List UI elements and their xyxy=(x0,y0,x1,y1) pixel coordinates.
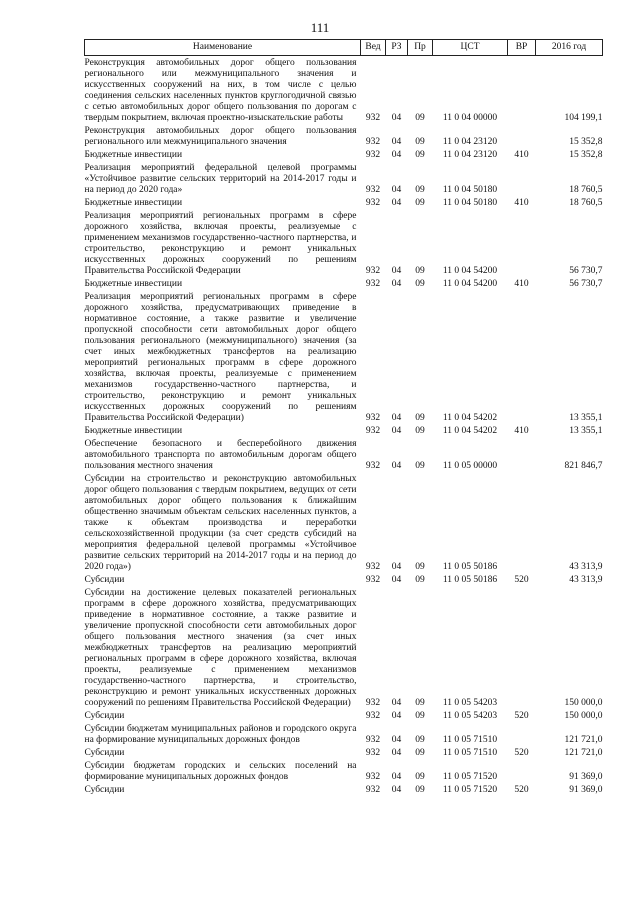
row-rz: 04 xyxy=(391,735,402,745)
table-row xyxy=(85,209,603,277)
row-rz: 04 xyxy=(391,413,402,423)
row-name: Реконструкция автомобильных дорог общего пользования регионального или межмуниципального значения xyxy=(84,126,357,147)
row-name: Бюджетные инвестиции xyxy=(84,150,183,160)
row-cst: 11 0 05 00000 xyxy=(442,461,498,471)
row-ved: 932 xyxy=(365,772,381,782)
table-row xyxy=(85,472,603,573)
row-pr: 09 xyxy=(415,426,425,436)
table-row xyxy=(85,56,603,125)
row-ved: 932 xyxy=(365,562,381,572)
row-ved: 932 xyxy=(365,279,381,289)
row-ved: 932 xyxy=(365,113,381,123)
row-name: Субсидии бюджетам городских и сельских поселений на формирование муниципальных дорожных фондов xyxy=(84,761,357,782)
row-cst: 11 0 04 00000 xyxy=(442,113,498,123)
table-row xyxy=(85,148,603,161)
row-vr xyxy=(508,124,536,148)
row-name: Субсидии xyxy=(84,785,125,795)
row-vr: 410 xyxy=(514,426,529,436)
row-pr: 09 xyxy=(415,113,425,123)
row-name: Реализация мероприятий региональных программ в сфере дорожного хозяйства, предусматривающих приведение в нормативное состояние, а также развитие и увеличение пропускной способности сети автомобильных дорог общего пользования регионального (межмуниципального) значения (за счет иных межбюджетных трансфертов на реализацию мероприятий региональных программ в сфере дорожного хозяйства, включая проекты, реализуемые с применением механизмов государственно-частного партнерства, и строительство, реконструкцию и ремонт уникальных искусственных дорожных сооружений по решениям Правительства Российской Федерации) xyxy=(84,292,357,423)
row-ved: 932 xyxy=(365,185,381,195)
row-rz: 04 xyxy=(391,562,402,572)
row-sum: 43 313,9 xyxy=(569,562,603,572)
row-name: Бюджетные инвестиции xyxy=(84,426,183,436)
row-name: Реализация мероприятий федеральной целевой программы «Устойчивое развитие сельских территорий на 2014-2017 годы и на период до 2020 года» xyxy=(84,163,357,195)
row-rz: 04 xyxy=(391,185,402,195)
row-cst: 11 0 05 71520 xyxy=(442,772,498,782)
row-cst: 11 0 05 50186 xyxy=(442,575,498,585)
row-pr: 09 xyxy=(415,735,425,745)
row-sum: 56 730,7 xyxy=(569,279,603,289)
row-sum: 91 369,0 xyxy=(569,785,603,795)
row-sum: 56 730,7 xyxy=(569,266,603,276)
row-vr xyxy=(508,209,536,277)
row-pr: 09 xyxy=(415,698,425,708)
table-row xyxy=(85,196,603,209)
row-vr xyxy=(508,722,536,746)
row-rz: 04 xyxy=(391,426,402,436)
row-name: Субсидии xyxy=(84,748,125,758)
row-rz: 04 xyxy=(391,266,402,276)
row-cst: 11 0 04 23120 xyxy=(442,137,498,147)
row-rz: 04 xyxy=(391,113,402,123)
row-ved: 932 xyxy=(365,735,381,745)
header-vr: ВР xyxy=(508,40,536,56)
row-vr: 520 xyxy=(514,711,529,721)
page-number: 111 xyxy=(310,20,330,35)
row-pr: 09 xyxy=(415,461,425,471)
row-pr: 09 xyxy=(415,198,425,208)
row-pr: 09 xyxy=(415,785,425,795)
row-vr xyxy=(508,161,536,196)
table-row xyxy=(85,124,603,148)
table-row xyxy=(85,759,603,783)
row-ved: 932 xyxy=(365,698,381,708)
row-name: Обеспечение безопасного и бесперебойного движения автомобильного транспорта по автомобильным дорогам общего пользования местного значения xyxy=(84,439,357,471)
row-ved: 932 xyxy=(365,426,381,436)
row-ved: 932 xyxy=(365,198,381,208)
row-pr: 09 xyxy=(415,711,425,721)
header-name: Наименование xyxy=(85,40,361,56)
budget-table xyxy=(84,39,603,796)
table-row xyxy=(85,573,603,586)
row-name: Реализация мероприятий региональных программ в сфере дорожного хозяйства, включая проекты, реализуемые с применением механизмов государственно-частного партнерства, и строительство, реконструкцию и ремонт уникальных искусственных дорожных сооружений по решениям Правительства Российской Федерации xyxy=(84,211,357,276)
row-sum: 121 721,0 xyxy=(564,735,603,745)
row-sum: 104 199,1 xyxy=(564,113,603,123)
row-rz: 04 xyxy=(391,772,402,782)
row-sum: 18 760,5 xyxy=(569,198,603,208)
row-sum: 43 313,9 xyxy=(569,575,603,585)
row-ved: 932 xyxy=(365,711,381,721)
row-cst: 11 0 04 54202 xyxy=(442,413,498,423)
row-cst: 11 0 05 71520 xyxy=(442,785,498,795)
header-sum: 2016 год xyxy=(536,40,603,56)
row-pr: 09 xyxy=(415,185,425,195)
row-cst: 11 0 05 71510 xyxy=(442,735,498,745)
row-pr: 09 xyxy=(415,137,425,147)
row-vr: 520 xyxy=(514,748,529,758)
row-name: Субсидии xyxy=(84,575,125,585)
row-vr: 520 xyxy=(514,785,529,795)
row-name: Субсидии на достижение целевых показателей региональных программ в сфере дорожного хозяйства, предусматривающих приведение в нормативное состояние, а также развитие и увеличение пропускной способности сети автомобильных дорог общего пользования местного значения (за счет иных межбюджетных трансфертов на реализацию мероприятий региональных программ в сфере дорожного хозяйства, включая проекты, реализуемые с применением механизмов государственно-частного партнерства, и строительство, реконструкцию и ремонт уникальных искусственных дорожных сооружений по решениям Правительства Российской Федерации) xyxy=(84,588,357,708)
table-row xyxy=(85,783,603,796)
row-ved: 932 xyxy=(365,461,381,471)
row-rz: 04 xyxy=(391,137,402,147)
row-cst: 11 0 04 23120 xyxy=(442,150,498,160)
row-ved: 932 xyxy=(365,150,381,160)
row-pr: 09 xyxy=(415,575,425,585)
row-cst: 11 0 05 71510 xyxy=(442,748,498,758)
row-rz: 04 xyxy=(391,279,402,289)
row-ved: 932 xyxy=(365,266,381,276)
row-rz: 04 xyxy=(391,698,402,708)
row-cst: 11 0 04 54200 xyxy=(442,266,498,276)
row-cst: 11 0 04 50180 xyxy=(442,198,498,208)
header-ved: Вед xyxy=(361,40,386,56)
row-rz: 04 xyxy=(391,711,402,721)
row-sum: 150 000,0 xyxy=(564,698,603,708)
row-sum: 13 355,1 xyxy=(569,413,603,423)
row-name: Субсидии на строительство и реконструкцию автомобильных дорог общего пользования с твердым покрытием, ведущих от сети автомобильных дорог общего пользования к ближайшим общественно значимым объектам сельских населенных пунктов, а также к объектам производства и переработки сельскохозяйственной продукции (за счет средств субсидий на мероприятия федеральной целевой программы «Устойчивое развитие сельских территорий на 2014-2017 годы и на период до 2020 года») xyxy=(84,474,357,572)
row-cst: 11 0 04 54202 xyxy=(442,426,498,436)
row-pr: 09 xyxy=(415,279,425,289)
header-rz: РЗ xyxy=(386,40,408,56)
row-vr: 410 xyxy=(514,198,529,208)
header-pr: Пр xyxy=(408,40,433,56)
row-pr: 09 xyxy=(415,266,425,276)
row-vr: 410 xyxy=(514,150,529,160)
row-ved: 932 xyxy=(365,748,381,758)
table-body xyxy=(85,56,603,797)
table-row xyxy=(85,709,603,722)
row-vr xyxy=(508,759,536,783)
row-vr xyxy=(508,586,536,709)
row-rz: 04 xyxy=(391,748,402,758)
table-row xyxy=(85,161,603,196)
row-cst: 11 0 05 54203 xyxy=(442,698,498,708)
row-pr: 09 xyxy=(415,772,425,782)
row-cst: 11 0 05 54203 xyxy=(442,711,498,721)
row-rz: 04 xyxy=(391,198,402,208)
row-pr: 09 xyxy=(415,748,425,758)
row-name: Бюджетные инвестиции xyxy=(84,198,183,208)
row-cst: 11 0 04 50180 xyxy=(442,185,498,195)
row-name: Субсидии бюджетам муниципальных районов и городского округа на формирование муниципальных дорожных фондов xyxy=(84,724,357,745)
row-ved: 932 xyxy=(365,785,381,795)
table-header-row xyxy=(85,40,603,56)
row-pr: 09 xyxy=(415,413,425,423)
header-cst: ЦСТ xyxy=(433,40,508,56)
row-sum: 18 760,5 xyxy=(569,185,603,195)
row-sum: 15 352,8 xyxy=(569,137,603,147)
row-rz: 04 xyxy=(391,461,402,471)
row-pr: 09 xyxy=(415,150,425,160)
row-ved: 932 xyxy=(365,137,381,147)
row-sum: 91 369,0 xyxy=(569,772,603,782)
row-name: Субсидии xyxy=(84,711,125,721)
row-vr xyxy=(508,472,536,573)
row-vr xyxy=(508,56,536,125)
row-cst: 11 0 04 54200 xyxy=(442,279,498,289)
row-sum: 121 721,0 xyxy=(564,748,603,758)
row-sum: 150 000,0 xyxy=(564,711,603,721)
row-vr xyxy=(508,290,536,424)
row-sum: 15 352,8 xyxy=(569,150,603,160)
row-pr: 09 xyxy=(415,562,425,572)
table-row xyxy=(85,290,603,424)
row-rz: 04 xyxy=(391,575,402,585)
row-ved: 932 xyxy=(365,575,381,585)
table-row xyxy=(85,746,603,759)
row-name: Бюджетные инвестиции xyxy=(84,279,183,289)
row-vr xyxy=(508,437,536,472)
row-vr: 410 xyxy=(514,279,529,289)
table-row xyxy=(85,437,603,472)
row-name: Реконструкция автомобильных дорог общего пользования регионального или межмуниципального значения и искусственных сооружений на них, в том числе с целью соединения сельских населенных пунктов круглогодичной связью с сетью автомобильных дорог общего пользования по дорогам с твердым покрытием, включая проектно-изыскательские работы xyxy=(84,58,357,123)
table-row xyxy=(85,722,603,746)
row-sum: 13 355,1 xyxy=(569,426,603,436)
table-row xyxy=(85,277,603,290)
table-row xyxy=(85,424,603,437)
table-row xyxy=(85,586,603,709)
row-vr: 520 xyxy=(514,575,529,585)
row-sum: 821 846,7 xyxy=(564,461,603,471)
row-cst: 11 0 05 50186 xyxy=(442,562,498,572)
row-rz: 04 xyxy=(391,785,402,795)
row-ved: 932 xyxy=(365,413,381,423)
row-rz: 04 xyxy=(391,150,402,160)
